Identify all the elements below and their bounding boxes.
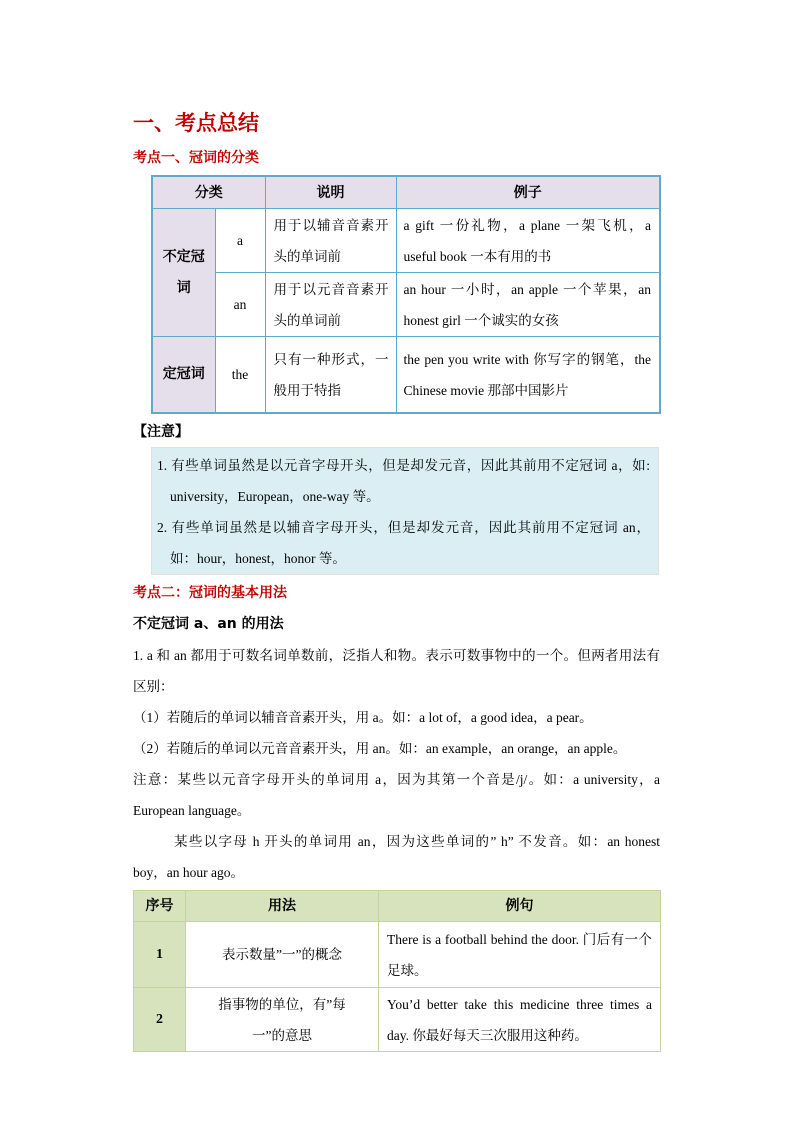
page-heading: 一、考点总结 [133,111,259,135]
paragraph-line: （2）若随后的单词以元音音素开头，用 an。如：an example，an orange，an apple。 [133,741,627,756]
table-row [134,988,661,1052]
example-cell: the pen you write with 你写字的钢笔，the Chinese movie 那部中国影片 [396,337,660,414]
header-category: 分类 [152,176,265,209]
paragraph-line: 注意：某些以元音字母开头的单词用 a，因为其第一个音是/j/。如：a university，a [133,772,660,787]
usage-paragraph [133,640,660,888]
paragraph-line: boy，an hour ago。 [133,865,244,880]
table-row [152,337,660,414]
example-sentence-cell: There is a football behind the door. 门后有一个足球。 [379,922,661,988]
header-description: 说明 [265,176,396,209]
header-example: 例子 [396,176,660,209]
example-cell: a gift 一份礼物，a plane 一架飞机，a useful book 一本有用的书 [396,209,660,273]
header-number: 序号 [134,891,186,922]
section-2-title: 考点二：冠词的基本用法 [133,585,287,601]
example-sentence-cell: You’d better take this medicine three times a day. 你最好每天三次服用这种药。 [379,988,661,1052]
header-example-sentence: 例句 [379,891,661,922]
row-number: 1 [134,922,186,988]
section-2-subtitle: 不定冠词 a、an 的用法 [133,616,284,632]
section-1-title: 考点一、冠词的分类 [133,150,259,166]
description-cell: 用于以元音音素开头的单词前 [265,273,396,337]
paragraph-line: 区别： [133,679,174,694]
note-box [151,447,659,575]
paragraph-line: 1. a 和 an 都用于可数名词单数前，泛指人和物。表示可数事物中的一个。但两者用法有 [133,648,660,663]
header-usage: 用法 [186,891,379,922]
usage-cell: 指事物的单位，有”每一”的意思 [186,988,379,1052]
table-header-row [134,891,661,922]
paragraph-line: （1）若随后的单词以辅音音素开头，用 a。如：a lot of，a good idea，a pear。 [133,710,593,725]
note-line: university，European，one-way 等。 [170,489,380,504]
table-row [152,273,660,337]
note-line: 如：hour，honest，honor 等。 [170,551,346,566]
group-definite-article: 定冠词 [152,337,215,414]
note-title: 【注意】 [133,424,189,440]
note-line: 1. 有些单词虽然是以元音字母开头，但是却发元音，因此其前用不定冠词 a，如: [157,458,650,473]
group-indefinite-article: 不定冠词 [152,209,215,337]
row-number: 2 [134,988,186,1052]
table-row [134,922,661,988]
article-cell: a [215,209,265,273]
description-cell: 用于以辅音音素开头的单词前 [265,209,396,273]
description-cell: 只有一种形式，一般用于特指 [265,337,396,414]
example-cell: an hour 一小时，an apple 一个苹果，an honest girl 一个诚实的女孩 [396,273,660,337]
article-cell: the [215,337,265,414]
article-classification-table [151,175,661,414]
usage-cell: 表示数量”一”的概念 [186,922,379,988]
article-cell: an [215,273,265,337]
table-row [152,209,660,273]
paragraph-line: 某些以字母 h 开头的单词用 an，因为这些单词的” h” 不发音。如：an honest [174,834,660,849]
note-line: 2. 有些单词虽然是以辅音字母开头，但是却发元音，因此其前用不定冠词 an， [157,520,650,535]
indefinite-article-usage-table [133,890,661,1052]
table-header-row [152,176,660,209]
paragraph-line: European language。 [133,803,251,818]
